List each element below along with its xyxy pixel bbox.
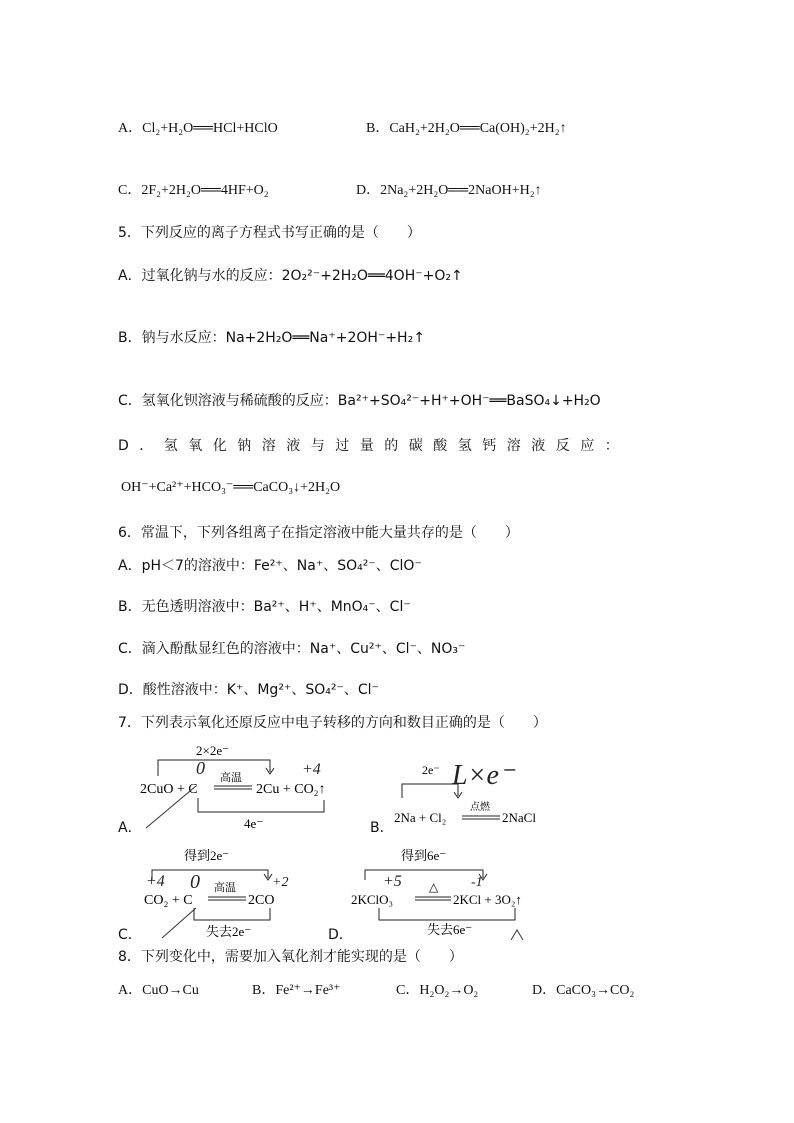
fig-d-eq-right: 2KCl + 3O₂↑ [453, 892, 522, 907]
q8-stem: 8．下列变化中，需要加入氧化剂才能实现的是（ ） [118, 949, 463, 965]
fig-b-eq-left: 2Na + Cl₂ [394, 810, 447, 825]
q7-label-b: B． [370, 820, 394, 836]
fig-c-handwritten-3: +2 [272, 875, 289, 890]
q4-option-b: B．CaH₂+2H₂O══Ca(OH)₂+2H₂↑ [366, 121, 567, 136]
q7-label-c: C． [118, 927, 142, 943]
fig-a-bottom-label: 4e⁻ [244, 816, 264, 831]
q8-option-d: D．CaCO₃→CO₂ [532, 983, 635, 998]
q4-option-c: C．2F₂+2H₂O══4HF+O₂ [118, 183, 269, 198]
fig-d-eq-left: 2KClO₃ [351, 892, 394, 907]
fig-a-handwritten-1: 0 [196, 758, 205, 778]
q6-option-c: C．滴入酚酞显红色的溶液中：Na⁺、Cu²⁺、Cl⁻、NO₃⁻ [118, 641, 466, 657]
q7-figure-b [388, 760, 558, 836]
q5-option-d-line1: D．氢氧化钠溶液与过量的碳酸氢钙溶液反应： [118, 438, 630, 454]
fig-a-eq-left: 2CuO + C [140, 782, 198, 797]
q8-option-a: A．CuO→Cu [118, 983, 199, 998]
q8-option-c: C．H₂O₂→O₂ [396, 983, 479, 998]
q6-option-b: B．无色透明溶液中：Ba²⁺、H⁺、MnO₄⁻、Cl⁻ [118, 599, 411, 615]
q6-stem: 6．常温下，下列各组离子在指定溶液中能大量共存的是（ ） [118, 525, 519, 541]
q7-stem: 7．下列表示氧化还原反应中电子转移的方向和数目正确的是（ ） [118, 715, 547, 731]
fig-d-handwritten-1: +5 [383, 873, 402, 890]
q7-label-d: D． [328, 927, 353, 943]
q5-option-b: B．钠与水反应：Na+2H₂O══Na⁺+2OH⁻+H₂↑ [118, 330, 425, 346]
q6-option-d: D．酸性溶液中：K⁺、Mg²⁺、SO₄²⁻、Cl⁻ [118, 682, 379, 698]
q5-option-c: C．氢氧化钡溶液与稀硫酸的反应：Ba²⁺+SO₄²⁻+H⁺+OH⁻══BaSO₄↓+H₂O [118, 393, 601, 409]
fig-c-bottom-label: 失去2e⁻ [206, 924, 252, 939]
fig-a-top-label: 2×2e⁻ [196, 743, 229, 758]
q6-option-a: A．pH＜7的溶液中：Fe²⁺、Na⁺、SO₄²⁻、ClO⁻ [118, 558, 422, 574]
q4-option-a: A．Cl₂+H₂O══HCl+HClO [118, 121, 278, 136]
fig-c-condition: 高温 [214, 882, 236, 894]
q7-figure-a [138, 740, 348, 832]
fig-b-top-label: 2e⁻ [422, 763, 440, 777]
q7-figure-d [345, 846, 545, 942]
fig-d-handwritten-2: -1 [471, 875, 483, 890]
fig-c-handwritten-2: 0 [190, 871, 200, 893]
q5-stem: 5．下列反应的离子方程式书写正确的是（ ） [118, 225, 421, 241]
q5-option-a: A．过氧化钠与水的反应：2O₂²⁻+2H₂O══4OH⁻+O₂↑ [118, 268, 463, 284]
fig-b-eq-right: 2NaCl [502, 810, 536, 825]
fig-d-top-label: 得到6e⁻ [401, 848, 447, 863]
fig-b-handwritten: L×e⁻ [452, 760, 514, 791]
fig-d-bottom-label: 失去6e⁻ [427, 922, 473, 937]
fig-a-eq-right: 2Cu + CO₂↑ [256, 782, 326, 797]
q7-figure-c [138, 846, 298, 942]
fig-a-handwritten-2: +4 [302, 761, 321, 778]
fig-c-eq-left: CO₂ + C [144, 893, 193, 908]
fig-c-handwritten-1: +4 [146, 873, 165, 890]
fig-c-top-label: 得到2e⁻ [184, 848, 230, 863]
fig-c-eq-right: 2CO [248, 893, 275, 908]
q4-option-d: D．2Na₂+2H₂O══2NaOH+H₂↑ [356, 183, 542, 198]
fig-b-condition: 点燃 [470, 802, 490, 813]
q8-option-b: B．Fe²⁺→Fe³⁺ [252, 983, 341, 998]
fig-d-condition: △ [429, 880, 439, 894]
q5-option-d-line2: OH⁻+Ca²⁺+HCO₃⁻══CaCO₃↓+2H₂O [121, 480, 341, 495]
q7-label-a: A． [118, 820, 142, 836]
fig-a-condition: 高温 [220, 772, 242, 784]
